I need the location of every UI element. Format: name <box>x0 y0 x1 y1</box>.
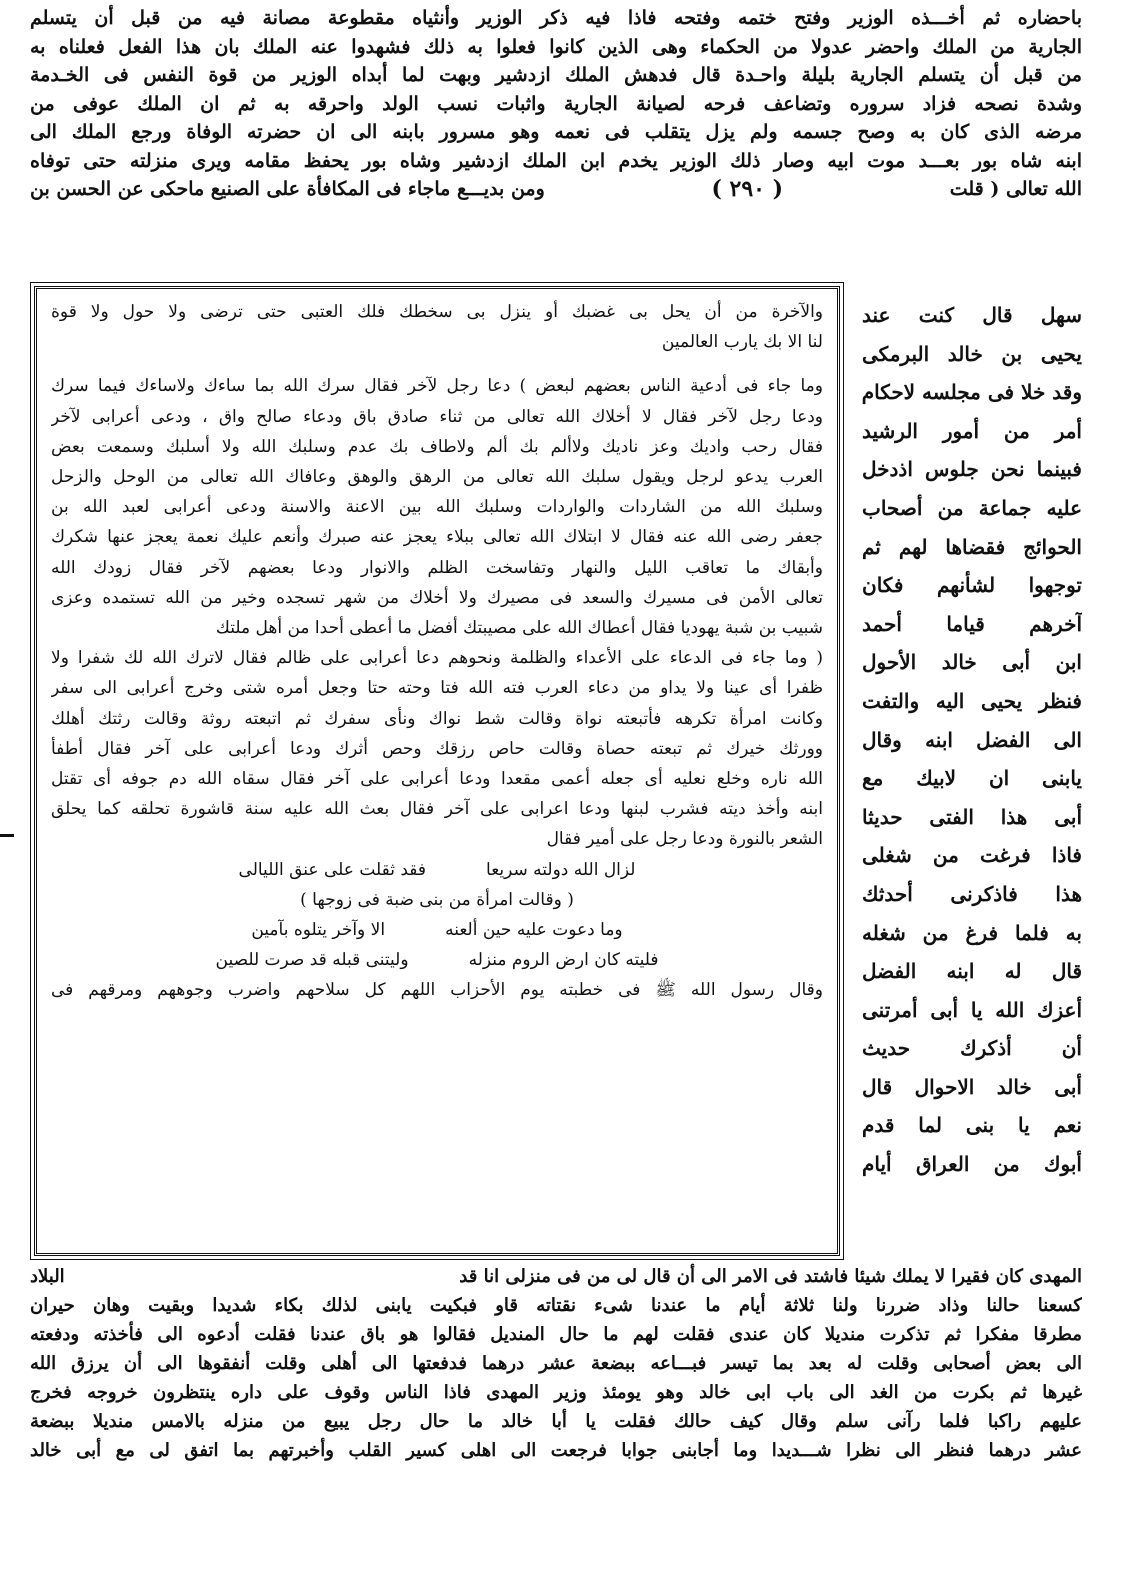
frame-line: ظفرا أى عينا ولا يداو من دعاء العرب فته الله فتا وحته حتا وجعل أمره شتى وخرج أعرابى الى سفر <box>51 678 823 699</box>
side-line: عليه جماعة من أصحاب <box>862 495 1082 520</box>
side-line: ابن أبى خالد الأحول <box>862 650 1082 675</box>
side-line: هذا فاذكرنى أحدثك <box>862 881 1082 906</box>
framed-text-box <box>34 286 840 1256</box>
side-line: وقد خلا فى مجلسه لاحكام <box>862 380 1082 405</box>
side-column <box>862 296 1082 1184</box>
text-line: عليهم راكبا فلما رآنى سلم وقال كيف حالك فقلت يا أبا خالد ما حال رجل يبيع من منزله بالامس منديلا ببضعة <box>30 1411 1082 1432</box>
bottom-text-block <box>30 1262 1082 1465</box>
side-line: آخرهم قياما أحمد <box>862 611 1082 636</box>
side-line: يحيى بن خالد البرمكى <box>862 341 1082 366</box>
frame-line: ابنه وأخذ ديته فشرب لبنها ودعا اعرابى على آخر فقال بعث الله عليه سنة قاشورة تحلقه كما يحلق <box>51 799 823 820</box>
text-line: مرضه الذى كان به وصح جسمه ولم يزل يتقلب فى نعمه وهو مسرور بابنه الى ان حضرته الوفاة ورجع الملك الى <box>30 121 1082 143</box>
side-line: يابنى ان لابيك مع <box>862 766 1082 791</box>
side-line: الحوائج فقضاها لهم ثم <box>862 534 1082 559</box>
frame-line: ( وما جاء فى الدعاء على الأعداء والظلمة ونحوهم دعا أعرابى على ظالم فقال لاترك الله لك شفرا ولا <box>51 648 823 669</box>
hemistich: لزال الله دولته سريعا <box>486 859 636 880</box>
text-fragment: الله تعالى ( قلت <box>949 178 1082 200</box>
frame-line: الله ناره وخلع نعليه أى جعله أعمى مقعدا ودعا أعرابى على آخر فقال سقاه الله دم جوفه أى تقتل <box>51 769 823 790</box>
top-text-block <box>30 4 1082 204</box>
text-line: باحضاره ثم أخـــذه الوزير وفتح ختمه وفتحه فاذا فيه ذكر الوزير وأنثياه مقطوعة مصانة فيه من قبل أن يتسلم <box>30 7 1082 29</box>
text-line: ابنه شاه بور بعـــد موت ابيه وصار ذلك الوزير يخدم ابن الملك ازدشير وشاه بور يحفظ مقامه ويرى منزلته حتى توفاه <box>30 149 1082 172</box>
side-line: فنظر يحيى اليه والتفت <box>862 688 1082 713</box>
frame-line: وما جاء فى أدعية الناس بعضهم لبعض ) دعا رجل لآخر فقال سرك الله بما ساءك ولاساءك فيما سرك <box>51 376 823 397</box>
text-line: الى بعض أصحابى وقلت له بعد بما تيسر فبـــاعه ببضعة عشر درهما فدفعتها الى أهلى وقلت أنفقوها الى أن يرزق الله <box>30 1353 1082 1374</box>
side-line: به فلما فرغ من شغله <box>862 920 1082 945</box>
side-line: أعزك الله يا أبى أمرتنى <box>862 997 1082 1022</box>
frame-line: وكانت امرأة تكرهه فأتبعته نواة وقالت شط نواك ونأى سفرك ثم اتبعته روثة وقالت رثتك أهلك <box>51 708 823 729</box>
frame-line: فقال رحب واديك وعز ناديك ولاألم بك ألم ولاطاف بك عدم وسلبك الله ولا أسلبك وسمعت بعض <box>51 436 823 457</box>
frame-line: لنا الا بك يارب العالمين <box>661 332 823 353</box>
story-number: ( ٢٩٠ ) <box>711 176 784 202</box>
hemistich: فقد ثقلت على عنق الليالى <box>238 859 427 880</box>
poem-block <box>51 855 823 976</box>
frame-line: تعالى الأمن فى مسيرك والسعد فى مصيرك ولا أخلاك من شهر تسجده وخير من الله تستمده وعزى <box>51 587 823 608</box>
verse <box>51 945 823 975</box>
frame-line: وسلبك الله من الشاردات والواردات وسلبك الله بين الاعنة والاسنة ودعى أعرابى لعبد الله بن <box>51 497 823 518</box>
frame-line: وورثك خيرك ثم تبعته حصاة وقالت حاص رزقك وحص أثرك ودعا أعرابى على آخر فقال أطفأ <box>51 738 823 759</box>
side-line: فاذا فرغت من شغلى <box>862 843 1082 868</box>
side-line: توجهوا لشأنهم فكان <box>862 573 1082 598</box>
text-line: غيرها ثم بكرت من الغد الى باب ابى خالد وهو يومئذ وزير المهدى فاذا الناس وقوف على داره ينتظرون خروجه فخرج <box>30 1382 1082 1403</box>
text-line: عشر درهما فنظر الى نظرا شـــديدا وما أجابنى جوابا فرجعت الى اهلى كسير القلب وأخبرتهم بما اتفق لى مع أبى خالد <box>30 1440 1082 1461</box>
frame-line: العرب يدعو لرجل ويقول سلبك الله تعالى من الرهق والوهق وعافاك الله تعالى من الوحل والزحل <box>51 467 823 488</box>
side-line: فبينما نحن جلوس اذدخل <box>862 457 1082 482</box>
hemistich: فليته كان ارض الروم منزله <box>468 950 659 971</box>
side-line: قال له ابنه الفضل <box>862 959 1082 984</box>
side-line: أبوك من العراق أيام <box>862 1152 1082 1177</box>
side-line: أبى هذا الفتى حديثا <box>862 804 1082 829</box>
text-fragment: ومن بديـــع ماجاء فى المكافأة على الصنيع ماحكى عن الحسن بن <box>30 178 545 200</box>
frame-line: الشعر بالنورة ودعا رجل على أمير فقال <box>546 829 823 850</box>
side-line: الى الفضل ابنه وقال <box>862 727 1082 752</box>
paragraph-gap <box>51 357 823 371</box>
text-line: مطرقا مفكرا ثم تذكرت منديلا كان عندى فقلت لهم ما حال المنديل فقالوا هو باق عندنا فقلت أدعوه الى فأخذته ودفعته <box>30 1324 1082 1345</box>
frame-line: جعفر رضى الله عنه فقال لا ابتلاك الله تعالى ببلاء يعجز عنه صبرك وأنعم عليك نعمة يعجز عنها شكرك <box>51 527 823 548</box>
verse-heading: ( وقالت امرأة من بنى ضبة فى زوجها ) <box>300 889 574 910</box>
margin-mark <box>0 834 14 837</box>
verse <box>51 915 823 945</box>
frame-line: وقال رسول الله ﷺ فى خطبته يوم الأحزاب اللهم كل سلاحهم واضرب وجوههم ومرقهم فى <box>51 980 823 1001</box>
text-line <box>30 175 1082 204</box>
frame-line: شبيب بن شبة يهوديا فقال أعطاك الله على مصيبتك أفضل ما أعطى أحدا من أهل ملتك <box>215 618 823 639</box>
hemistich: وليتنى قبله قد صرت للصين <box>215 950 409 971</box>
text-line: الجارية من الملك واحضر عدولا من الحكماء وهى الذين كانوا فعلوا به ذلك فشهدوا عنه الملك بان هذا الفعل فعلناه به <box>30 35 1082 58</box>
frame-line: ودعا رجل لآخر فقال لا أخلاك الله تعالى من ثناء صادق باق ودعاء صالح واق ، ودعى أعرابى لآخر <box>51 406 823 427</box>
hemistich: وما دعوت عليه حين ألعنه <box>445 920 623 941</box>
side-line: أبى خالد الاحوال قال <box>862 1074 1082 1099</box>
text-fragment: المهدى كان فقيرا لا يملك شيئا فاشتد فى الامر الى أن قال لى من فى منزلى انا قد <box>459 1266 1082 1287</box>
text-line <box>30 1262 1082 1291</box>
side-line: سهل قال كنت عند <box>862 303 1082 327</box>
frame-line: وأبقاك ما تعاقب الليل والنهار وتفاسخت الظلم والانوار ودعا بعضهم لآخر فقال زودك الله <box>51 557 823 578</box>
hemistich: الا وآخر يتلوه بآمين <box>251 920 386 941</box>
verse <box>51 855 823 885</box>
side-line: أن أذكرك حديث <box>862 1036 1082 1061</box>
text-line: وشدة نصحه فزاد سروره وتضاعف فرحه لصيانة الجارية واثبات نسب الولد واحرقه به ثم ان الملك عوفى من <box>30 92 1082 115</box>
text-line: كسعنا حالنا وذاد ضررنا ولنا ثلاثة أيام ما عندنا شىء نقتاته قاو فبكيت يابنى لذلك بكاء شديدا وبقيت وهان حيران <box>30 1295 1082 1316</box>
side-line: نعم يا بنى لما قدم <box>862 1113 1082 1138</box>
side-line: أمر من أمور الرشيد <box>862 418 1082 443</box>
frame-line: والآخرة من أن يحل بى غضبك أو ينزل بى سخطك فلك العتبى حتى ترضى ولا حول ولا قوة <box>51 302 823 322</box>
text-fragment: البلاد <box>30 1266 65 1287</box>
text-line: من قبل أن يتسلم الجارية بليلة واحـدة قال فدهش الملك ازدشير وبهت لما أبداه الوزير من قوة النفس فى الخـدمة <box>30 64 1082 86</box>
